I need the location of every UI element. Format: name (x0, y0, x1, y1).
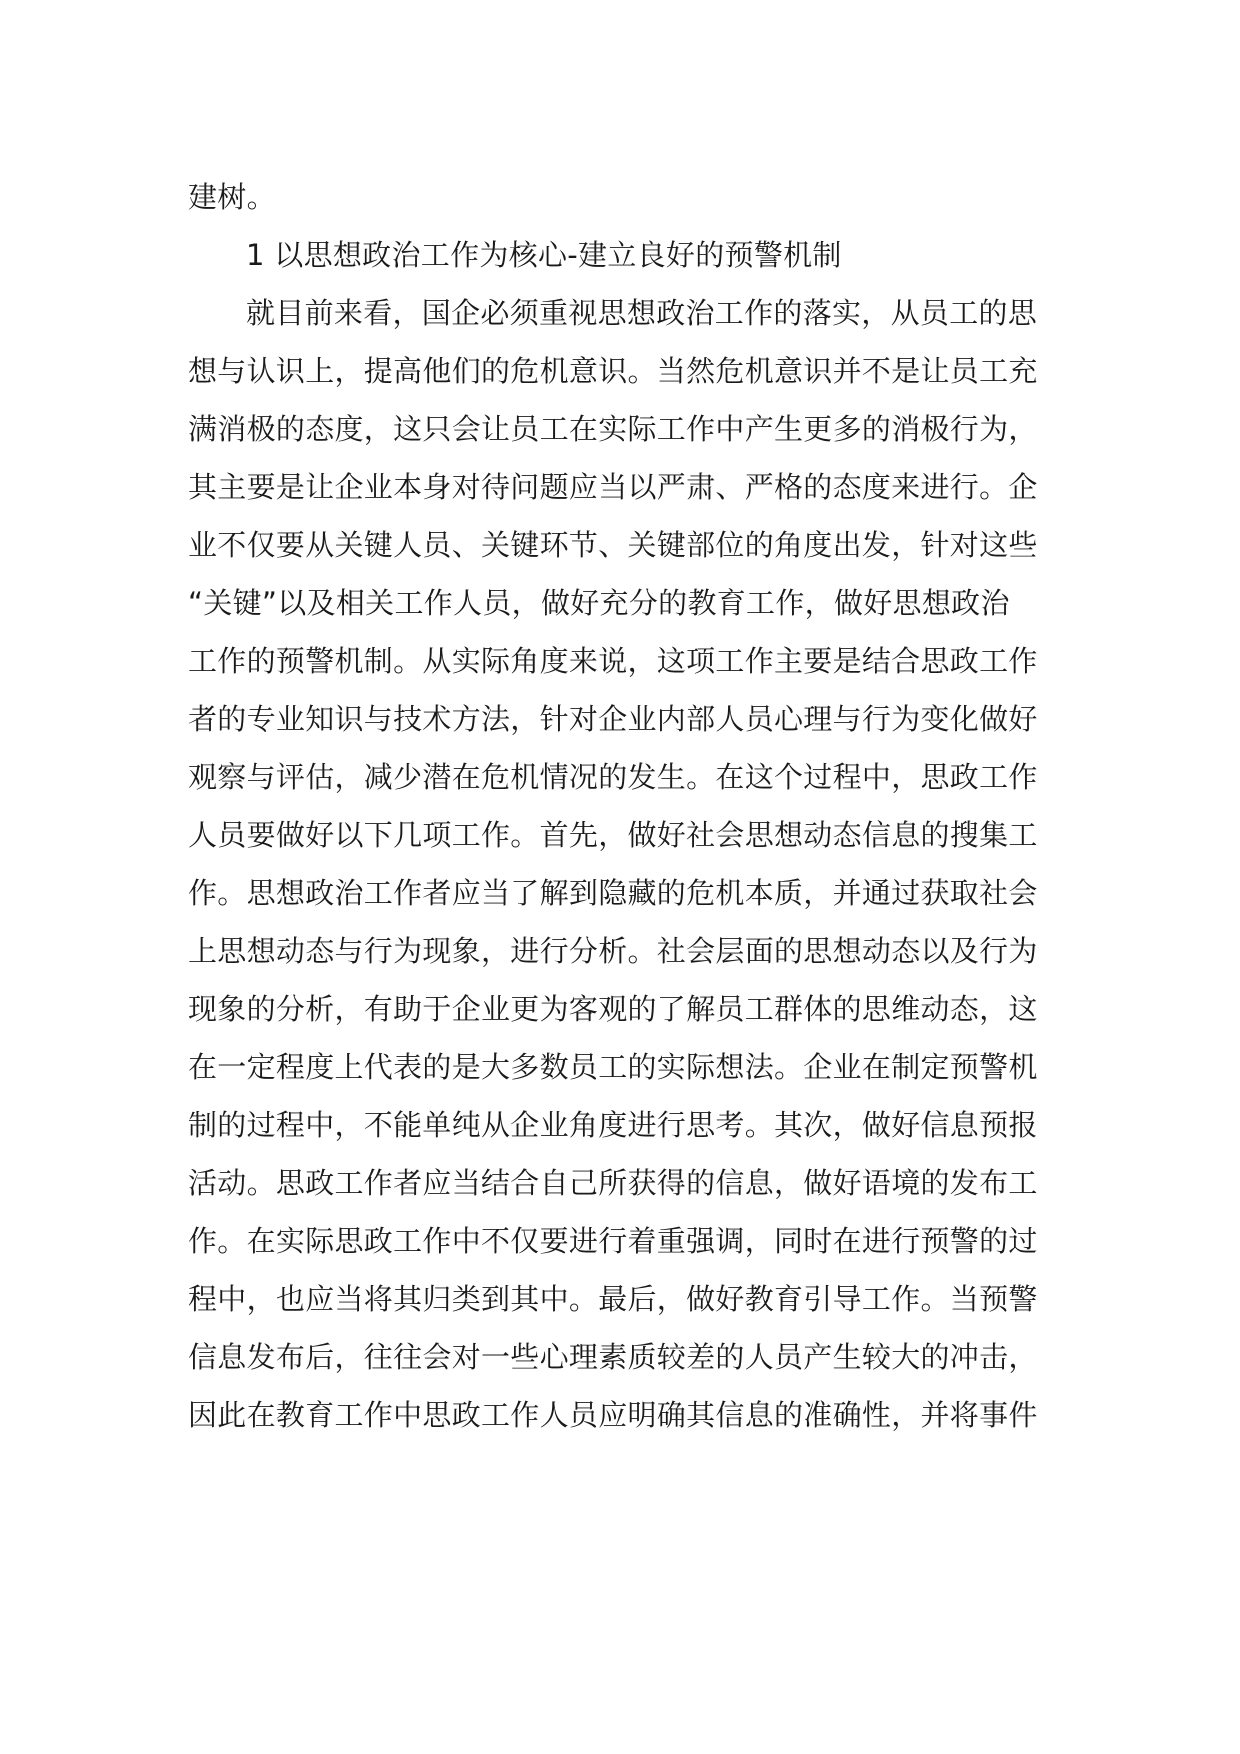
body-text-line: 者的专业知识与技术方法，针对企业内部人员心理与行为变化做好 (188, 702, 1038, 736)
body-text-line: 观察与评估，减少潜在危机情况的发生。在这个过程中，思政工作 (188, 760, 1038, 794)
body-text-line: 上思想动态与行为现象，进行分析。社会层面的思想动态以及行为 (188, 934, 1038, 968)
body-text-line: 其主要是让企业本身对待问题应当以严肃、严格的态度来进行。企 (188, 470, 1038, 504)
body-text-line: 因此在教育工作中思政工作人员应明确其信息的准确性，并将事件 (188, 1398, 1038, 1432)
body-text-line: “关键”以及相关工作人员，做好充分的教育工作，做好思想政治 (188, 586, 1010, 620)
body-text-line: 人员要做好以下几项工作。首先，做好社会思想动态信息的搜集工 (188, 818, 1038, 852)
body-text-line: 制的过程中，不能单纯从企业角度进行思考。其次，做好信息预报 (188, 1108, 1038, 1142)
body-text-line: 作。在实际思政工作中不仅要进行着重强调，同时在进行预警的过 (188, 1224, 1038, 1258)
body-text-line: 工作的预警机制。从实际角度来说，这项工作主要是结合思政工作 (188, 644, 1038, 678)
body-text-line: 就目前来看，国企必须重视思想政治工作的落实，从员工的思 (246, 296, 1038, 330)
body-text-line: 信息发布后，往往会对一些心理素质较差的人员产生较大的冲击， (188, 1340, 1038, 1374)
body-text-line: 活动。思政工作者应当结合自己所获得的信息，做好语境的发布工 (188, 1166, 1038, 1200)
paragraph-ending-line: 建树。 (188, 180, 276, 214)
body-text-line: 程中，也应当将其归类到其中。最后，做好教育引导工作。当预警 (188, 1282, 1038, 1316)
body-text-line: 业不仅要从关键人员、关键环节、关键部位的角度出发，针对这些 (188, 528, 1038, 562)
body-text-line: 满消极的态度，这只会让员工在实际工作中产生更多的消极行为， (188, 412, 1038, 446)
section-heading: 1 以思想政治工作为核心-建立良好的预警机制 (246, 238, 842, 272)
body-text-line: 想与认识上，提高他们的危机意识。当然危机意识并不是让员工充 (188, 354, 1038, 388)
body-text-line: 作。思想政治工作者应当了解到隐藏的危机本质，并通过获取社会 (188, 876, 1038, 910)
body-text-line: 在一定程度上代表的是大多数员工的实际想法。企业在制定预警机 (188, 1050, 1038, 1084)
body-text-line: 现象的分析，有助于企业更为客观的了解员工群体的思维动态，这 (188, 992, 1038, 1026)
